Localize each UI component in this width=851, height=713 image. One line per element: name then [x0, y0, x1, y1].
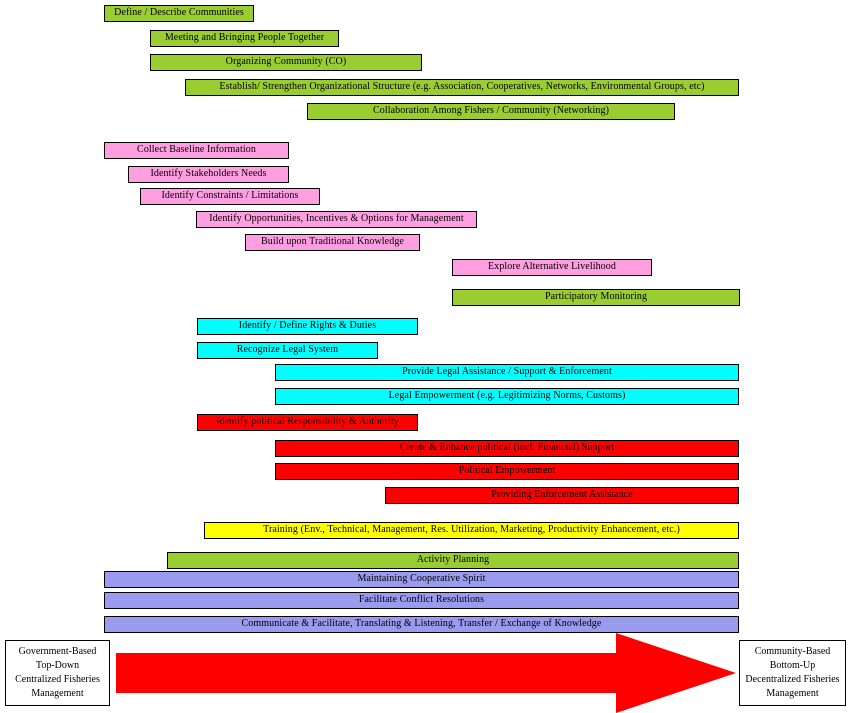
- process-bar: Communicate & Facilitate, Translating & Listening, Transfer / Exchange of Knowledge: [104, 616, 739, 633]
- process-bar: Identify political Responsibility & Authority: [197, 414, 418, 431]
- process-bar: Define / Describe Communities: [104, 5, 254, 22]
- process-bar: Activity Planning: [167, 552, 739, 569]
- process-bar: Collaboration Among Fishers / Community (Networking): [307, 103, 675, 120]
- right-label-box: [739, 640, 846, 706]
- right-label-line-1: Bottom-Up: [769, 660, 816, 671]
- process-bar: Meeting and Bringing People Together: [150, 30, 339, 47]
- process-bar: Collect Baseline Information: [104, 142, 289, 159]
- process-bar: Establish/ Strengthen Organizational Structure (e.g. Association, Cooperatives, Networks, Environmental Groups, etc): [185, 79, 739, 96]
- left-label-line-0: Government-Based: [18, 646, 97, 657]
- right-label-line-3: Management: [766, 688, 819, 699]
- left-label-box: [5, 640, 110, 706]
- process-bar: Create & Enhance political (incl. Financial) Support: [275, 440, 739, 457]
- process-bar: Identify Stakeholders Needs: [128, 166, 289, 183]
- process-bar: Legal Empowerment (e.g. Legitimizing Norms, Customs): [275, 388, 739, 405]
- process-bar: Participatory Monitoring: [452, 289, 740, 306]
- left-label-line-1: Top-Down: [35, 660, 80, 671]
- process-bar: Build upon Traditional Knowledge: [245, 234, 420, 251]
- right-label-line-0: Community-Based: [754, 646, 831, 657]
- process-bar: Recognize Legal System: [197, 342, 378, 359]
- process-bar: Provide Legal Assistance / Support & Enforcement: [275, 364, 739, 381]
- process-bar: Explore Alternative Livelihood: [452, 259, 652, 276]
- left-label-line-3: Management: [31, 688, 84, 699]
- process-bar: Providing Enforcement Assistance: [385, 487, 739, 504]
- process-bar: Identify / Define Rights & Duties: [197, 318, 418, 335]
- transition-arrow-icon: [116, 633, 736, 713]
- process-bar: Training (Env., Technical, Management, Res. Utilization, Marketing, Productivity Enhancement, etc.): [204, 522, 739, 539]
- right-label-line-2: Decentralized Fisheries: [745, 674, 840, 685]
- process-bar: Organizing Community (CO): [150, 54, 422, 71]
- left-label-line-2: Centralized Fisheries: [15, 674, 100, 685]
- process-bar: Maintaining Cooperative Spirit: [104, 571, 739, 588]
- process-bar: Political Empowerment: [275, 463, 739, 480]
- process-bar: Identify Constraints / Limitations: [140, 188, 320, 205]
- process-bar: Identify Opportunities, Incentives & Options for Management: [196, 211, 477, 228]
- process-bar: Facilitate Conflict Resolutions: [104, 592, 739, 609]
